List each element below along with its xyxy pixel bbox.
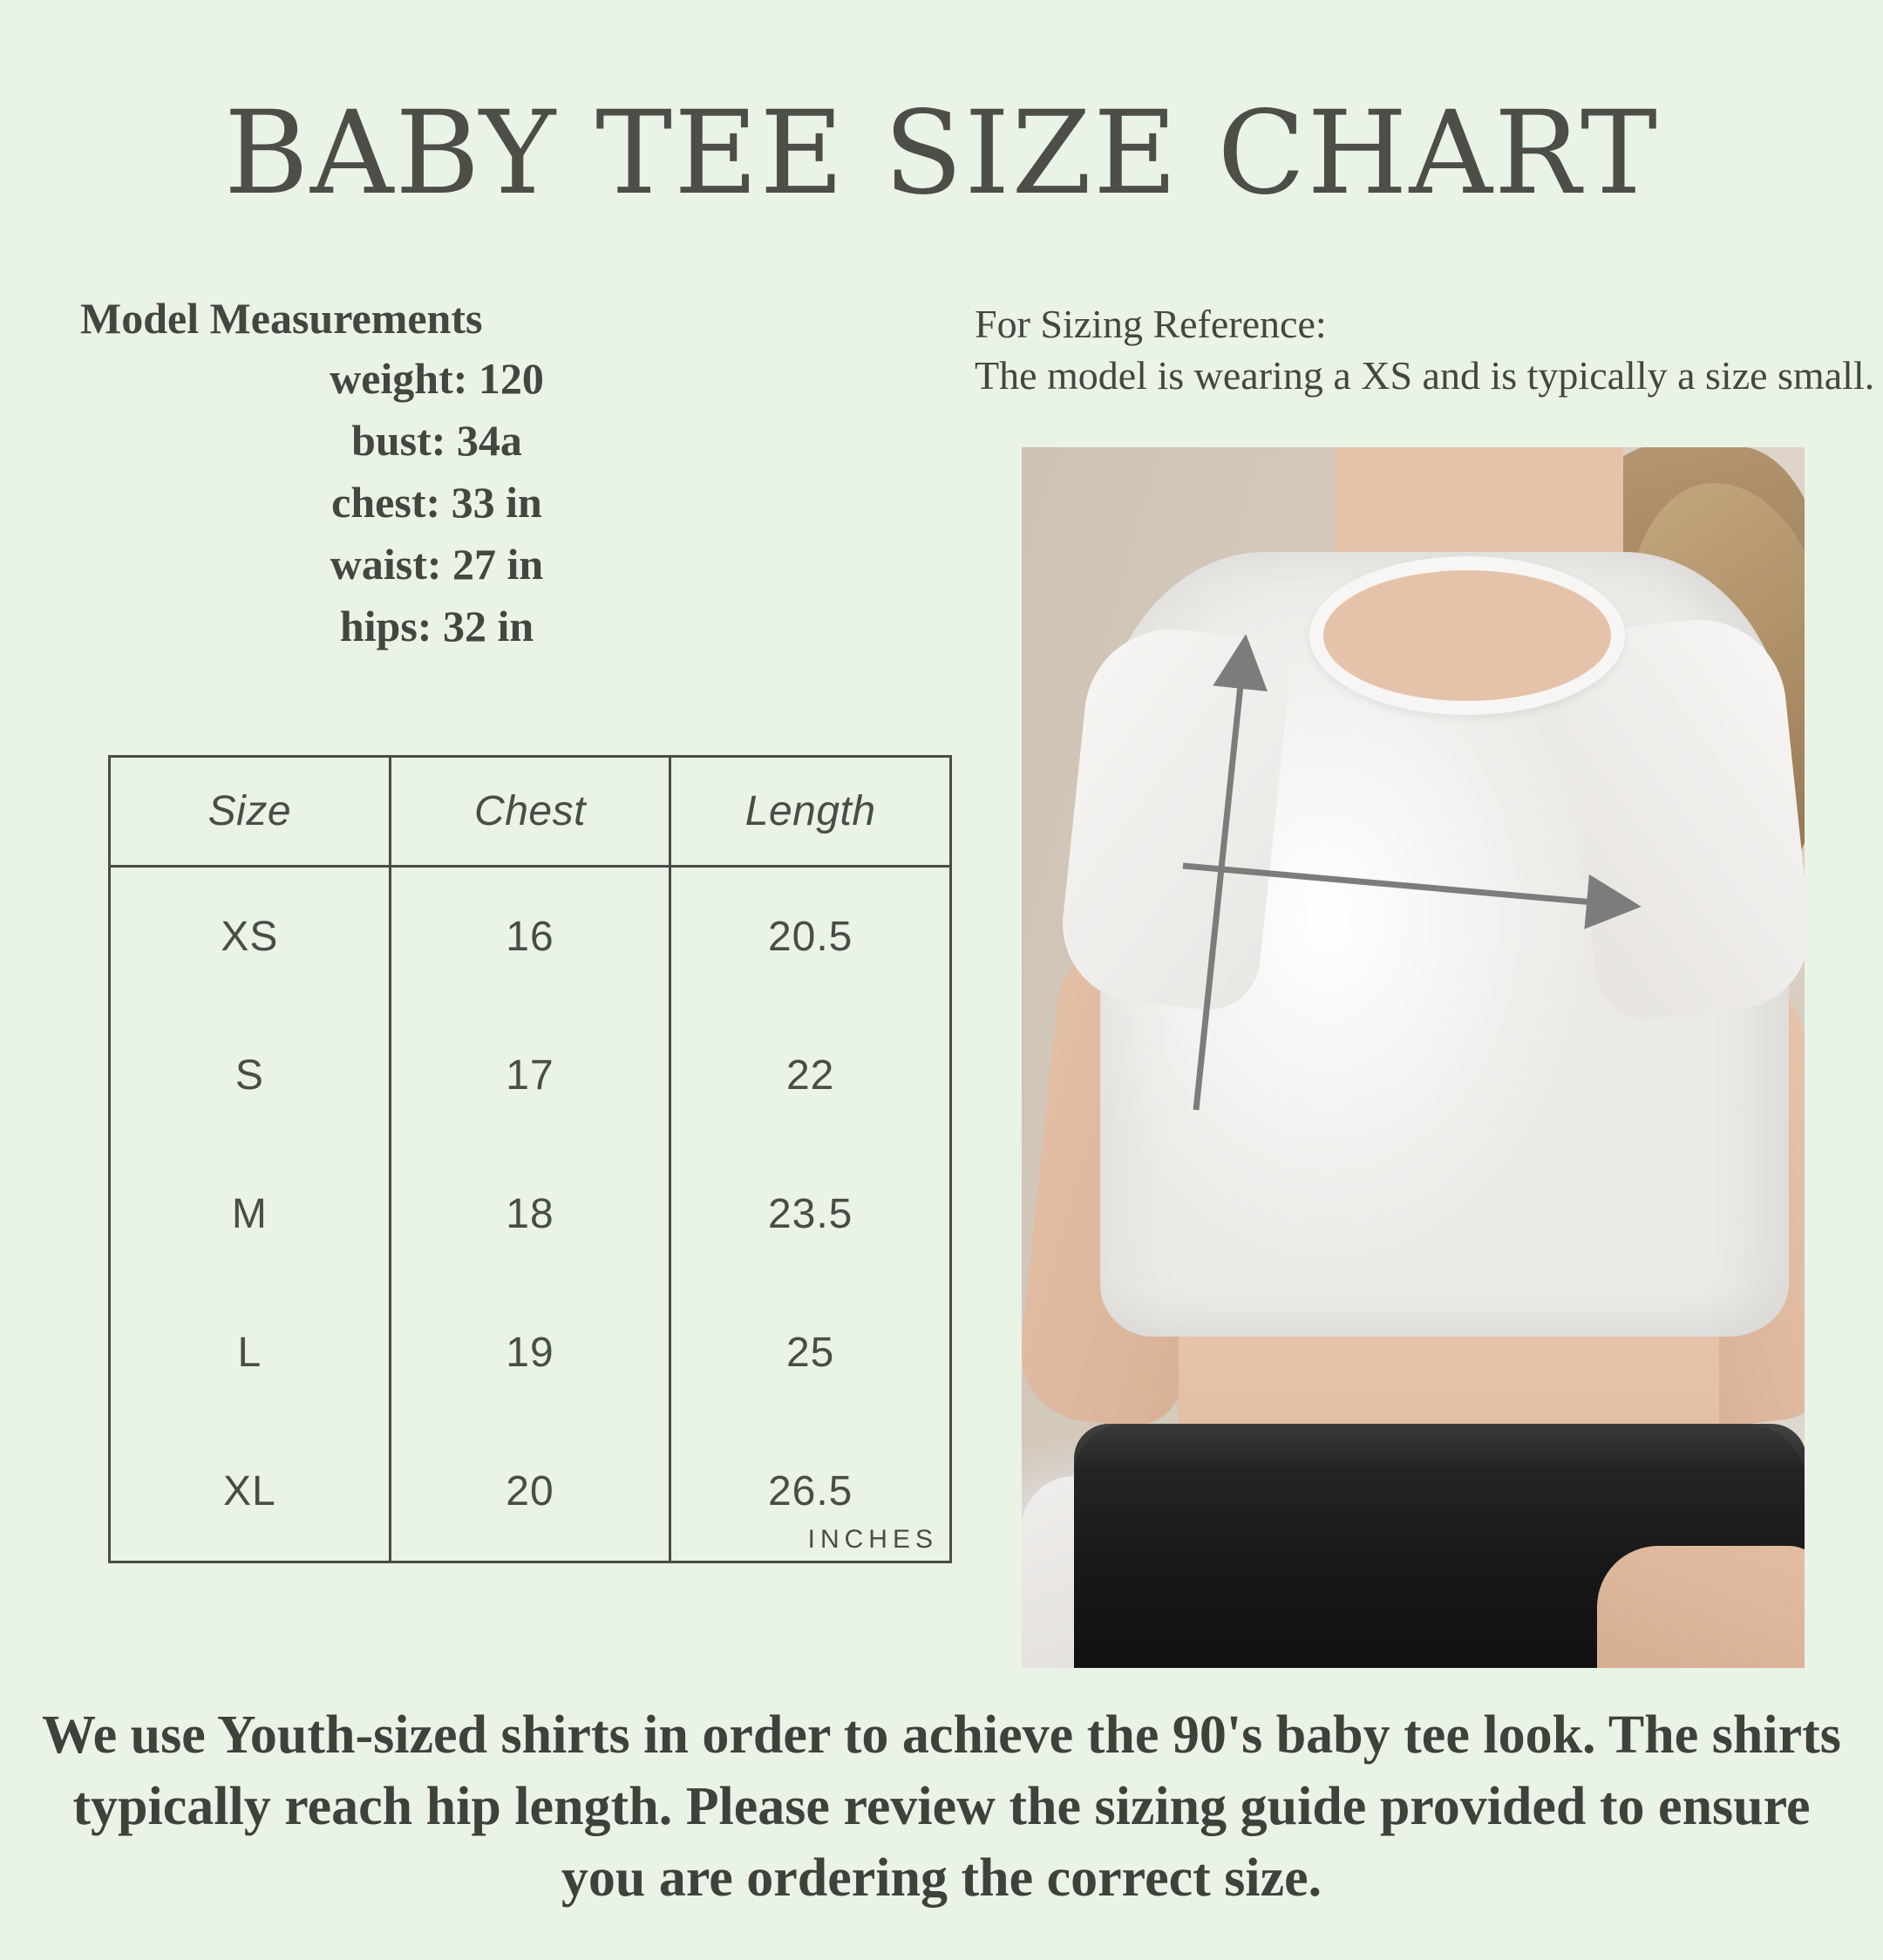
list-item: bust: 34a bbox=[351, 415, 522, 465]
cell-length: 26.5 bbox=[670, 1422, 951, 1562]
cell-chest: 19 bbox=[390, 1283, 670, 1422]
cell-length: 20.5 bbox=[670, 867, 951, 1007]
footer-note: We use Youth-sized shirts in order to achieve the 90's baby tee look. The shirts typically reach hip length. Please review the sizing guide provided to ensure you are ordering the correct size. bbox=[42, 1705, 1841, 1909]
sizing-reference-line1: For Sizing Reference: bbox=[975, 301, 1327, 346]
size-table bbox=[108, 755, 952, 1563]
table-row bbox=[110, 1006, 951, 1145]
cell-chest: 16 bbox=[390, 867, 670, 1007]
cell-size: S bbox=[110, 1006, 391, 1145]
cell-chest: 17 bbox=[390, 1006, 670, 1145]
cell-chest: 20 bbox=[390, 1422, 670, 1562]
cell-length: 23.5 bbox=[670, 1145, 951, 1283]
list-item: chest: 33 in bbox=[331, 477, 542, 527]
cell-size: L bbox=[110, 1283, 391, 1422]
model-measurements-list bbox=[75, 348, 955, 657]
list-item: weight: 120 bbox=[330, 353, 544, 403]
sizing-reference-line2: The model is wearing a XS and is typically a size small. bbox=[975, 352, 1875, 398]
list-item: hips: 32 in bbox=[339, 601, 534, 650]
cell-length: 22 bbox=[670, 1006, 951, 1145]
page-title: BABY TEE SIZE CHART bbox=[224, 86, 1659, 221]
sizing-reference-text bbox=[975, 299, 1874, 402]
cell-chest: 18 bbox=[390, 1145, 670, 1283]
size-table-body bbox=[110, 867, 951, 1562]
column-header-size: Size bbox=[110, 757, 391, 867]
cell-size: XL bbox=[110, 1422, 391, 1562]
column-header-length: Length bbox=[670, 757, 951, 867]
table-row bbox=[110, 1283, 951, 1422]
unit-label: INCHES bbox=[807, 1525, 938, 1555]
table-header-row bbox=[110, 757, 951, 867]
model-photo bbox=[1022, 447, 1805, 1668]
size-chart-page bbox=[0, 77, 1883, 1960]
cell-length: 25 bbox=[670, 1283, 951, 1422]
size-table-wrapper bbox=[108, 755, 952, 1563]
list-item: waist: 27 in bbox=[330, 539, 544, 589]
measurement-arrows-icon bbox=[1022, 447, 1805, 1668]
model-measurements-block bbox=[75, 294, 955, 657]
model-photo-image bbox=[1022, 447, 1805, 1668]
column-header-chest: Chest bbox=[390, 757, 670, 867]
model-measurements-heading: Model Measurements bbox=[80, 293, 483, 343]
table-row bbox=[110, 1145, 951, 1283]
size-table-head bbox=[110, 757, 951, 867]
table-row bbox=[110, 867, 951, 1007]
sizing-reference-block bbox=[955, 294, 1874, 402]
cell-size: XS bbox=[110, 867, 391, 1007]
cell-size: M bbox=[110, 1145, 391, 1283]
